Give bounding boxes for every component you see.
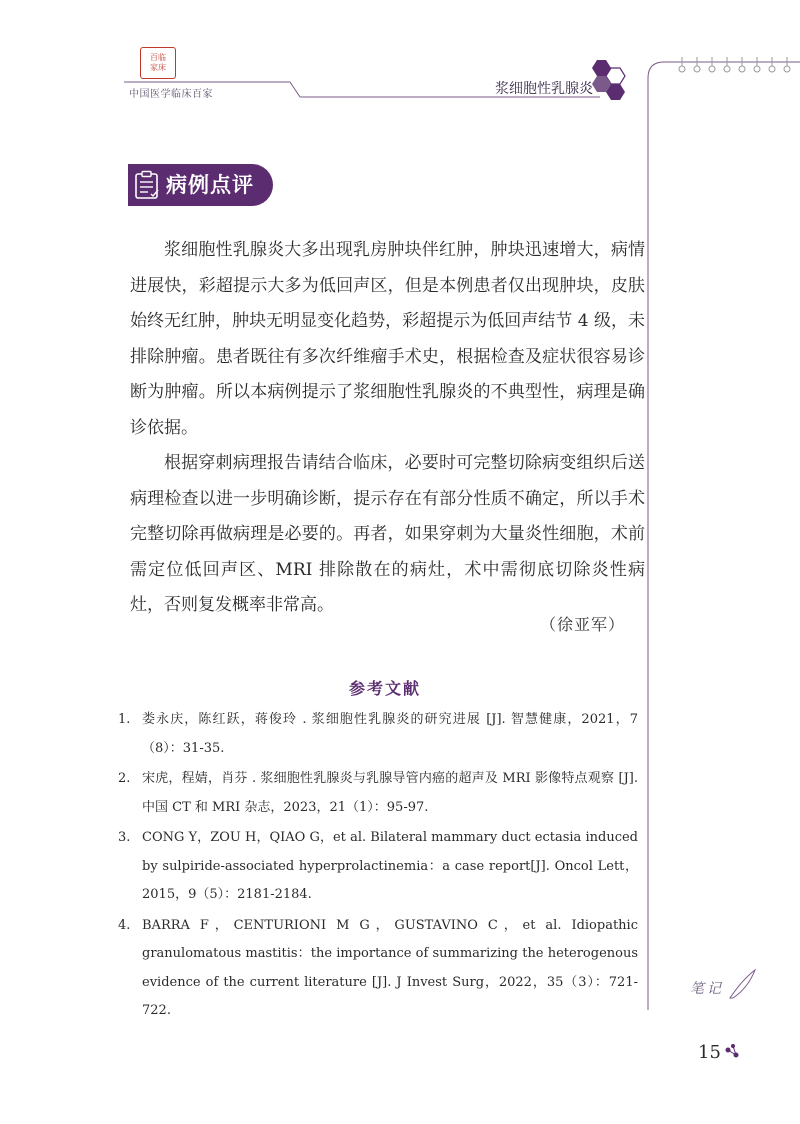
logo-line-2: 家床	[150, 63, 166, 72]
chapter-title: 浆细胞性乳腺炎	[495, 81, 593, 97]
notes-column-border	[648, 62, 800, 1010]
page-number: 15	[698, 1042, 721, 1063]
logo-line-1: 百临	[150, 53, 166, 62]
author-signature: （徐亚军）	[540, 615, 626, 634]
molecule-icon	[726, 1044, 739, 1058]
references-list	[118, 706, 638, 1028]
reference-item	[118, 912, 638, 1026]
section-title: 病例点评	[166, 173, 254, 197]
body-paragraph: 根据穿刺病理报告请结合临床，必要时可完整切除病变组织后送病理检查以进一步明确诊断，提示存在有部分性质不确定，所以手术完整切除再做病理是必要的。再者，如果穿刺为大量炎性细胞，术前需定位低回声区、MRI 排除散在的病灶，术中需彻底切除炎性病灶，否则复发概率非常高。	[130, 453, 645, 615]
clipboard-icon	[134, 170, 161, 200]
reference-number: 1.	[118, 712, 131, 727]
body-paragraph: 浆细胞性乳腺炎大多出现乳房肿块伴红肿，肿块迅速增大，病情进展快，彩超提示大多为低回声区，但是本例患者仅出现肿块，皮肤始终无红肿，肿块无明显变化趋势，彩超提示为低回声结节 4 级，未排除肿瘤。患者既往有多次纤维瘤手术史，根据检查及症状很容易诊断为肿瘤。所以本病例提示了浆细胞性乳腺炎的不典型性，病理是确诊依据。	[130, 240, 645, 438]
series-title: 中国医学临床百家	[129, 89, 213, 100]
commentary-body	[130, 233, 645, 624]
notes-label: 笔记	[690, 981, 724, 997]
reference-number: 3.	[118, 830, 131, 845]
reference-item	[118, 824, 638, 910]
publisher-logo	[140, 47, 176, 79]
reference-number: 2.	[118, 771, 131, 786]
header-rule-bend	[290, 82, 300, 97]
reference-number: 4.	[118, 917, 131, 933]
reference-text: BARRA F，CENTURIONI M G，GUSTAVINO C，et al. Idiopathic granulomatous mastitis：the importance of summarizing the heterogenous evidence of the current literature [J]. J Invest Surg，2022，35（3）：721-722.	[142, 917, 638, 1018]
references-title: 参考文献	[348, 679, 421, 698]
feather-pen-icon	[730, 970, 755, 998]
reference-text: CONG Y，ZOU H，QIAO G，et al. Bilateral mammary duct ectasia induced by sulpiride-associated hyperprolactinemia：a case report[J]. Oncol Lett，2015，9（5）：2181-2184.	[142, 830, 638, 902]
reference-item	[118, 765, 638, 822]
binder-rings	[679, 57, 790, 72]
reference-item	[118, 706, 638, 763]
hexagon-cluster-icon	[592, 60, 625, 100]
reference-text: 宋虎，程婧，肖芬 . 浆细胞性乳腺炎与乳腺导管内癌的超声及 MRI 影像特点观察 [J]. 中国 CT 和 MRI 杂志，2023，21（1）：95-97.	[142, 771, 638, 815]
reference-text: 娄永庆，陈红跃，蒋俊玲 . 浆细胞性乳腺炎的研究进展 [J]. 智慧健康，2021，7（8）：31-35.	[142, 712, 638, 756]
